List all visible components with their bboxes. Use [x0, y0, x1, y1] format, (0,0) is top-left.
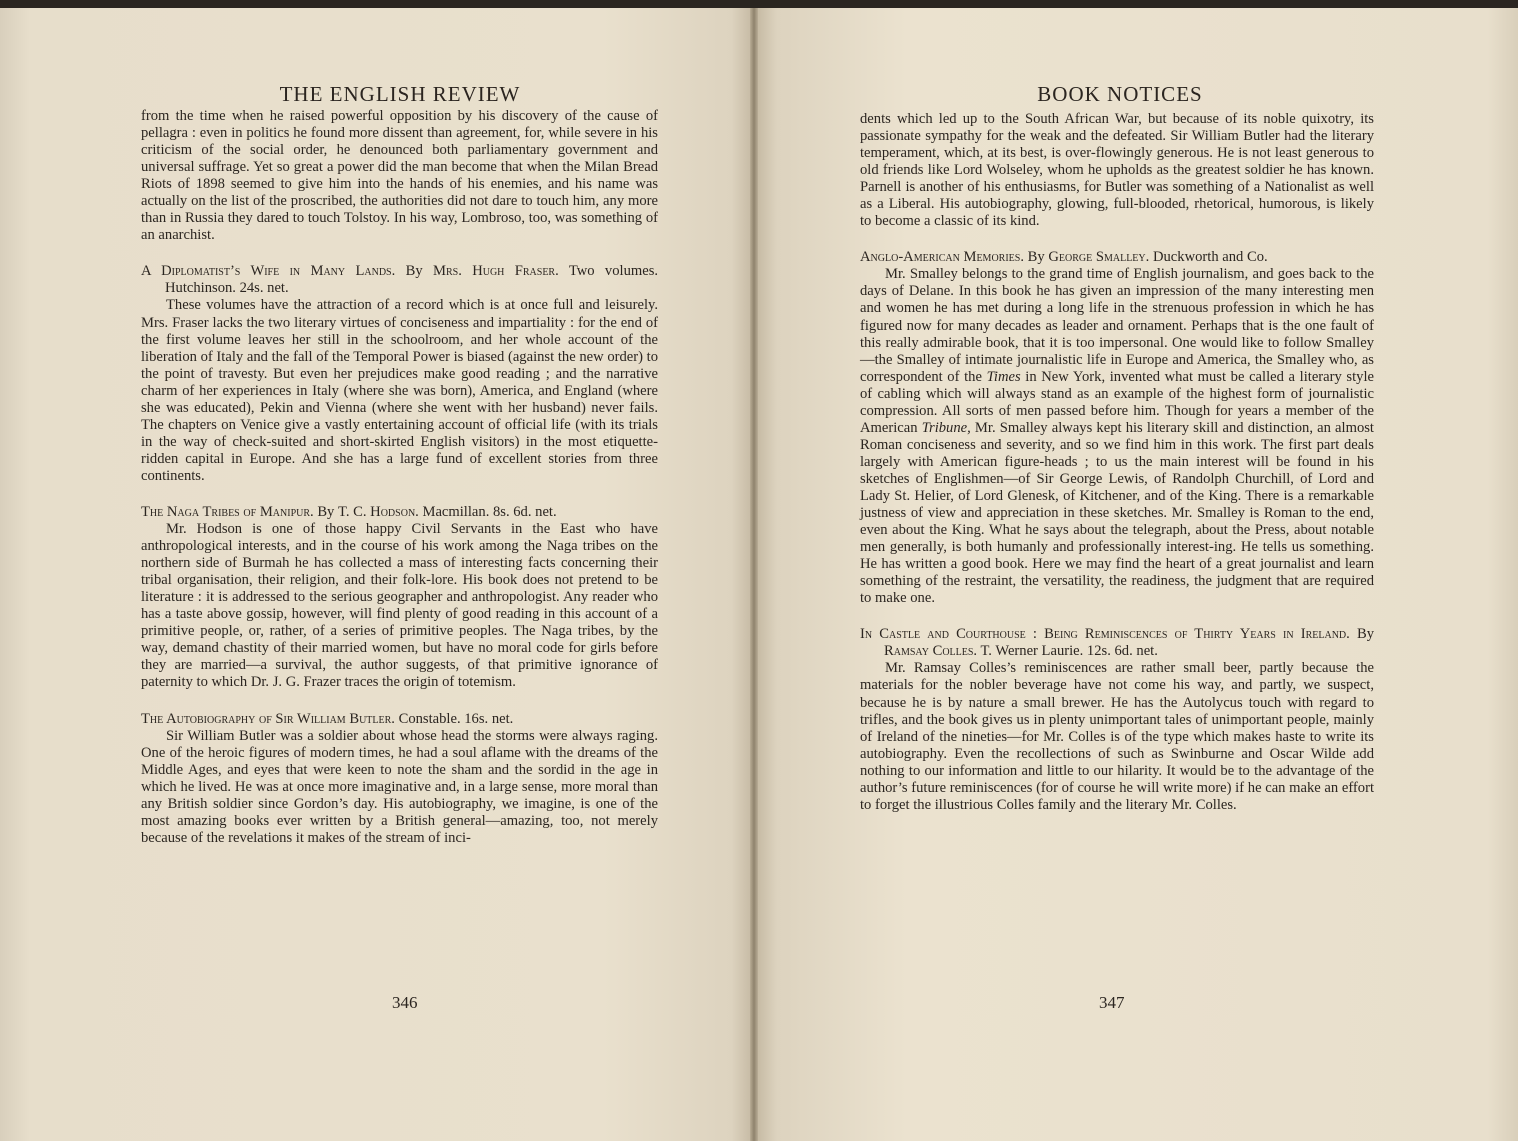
- book-details: Macmillan. 8s. 6d. net.: [422, 503, 557, 520]
- book-title: In Castle and Courthouse : Being Reminiscences of Thirty Years in Ireland.: [860, 626, 1350, 643]
- review-body: These volumes have the attraction of a record which is at once full and leisurely. Mrs. Fraser lacks the two literary virtues of conciseness and impartiality : for the end of the first volume leaves her still in the schoolroom, and her whole account of the liberation of Italy and the fall of the Temporal Power is biased (against the new order) to the point of travesty. But even her prejudices make good reading ; and the narrative charm of her experiences in Italy (where she was born), America, and England (where she was educated), Pekin and Vienna (where she went with her husband) never fails. The chapters on Venice give a vastly entertaining account of official life (with its trials in the way of check-suited and short-skirted English visitors) in the most etiquette-ridden capital in Europe. And she has a large fund of excellent stories from three continents.: [141, 297, 658, 484]
- book-details: Duckworth and Co.: [1152, 249, 1268, 266]
- right-text-column: [860, 111, 1374, 814]
- review-heading: [860, 249, 1374, 266]
- by-label: By: [1356, 626, 1375, 643]
- book-author: Ramsay Colles.: [884, 643, 978, 660]
- review-heading: [141, 263, 658, 297]
- book-details: Two volumes. Hutchinson. 24s. net.: [165, 263, 659, 297]
- book-gutter: [750, 8, 758, 1141]
- running-head-left: THE ENGLISH REVIEW: [279, 82, 521, 106]
- review-body: [860, 266, 1374, 607]
- body-text: in New York, invented what must be called a literary style of cabling which will always stand as an example of the highest form of journalistic compression. All sorts of men passed before him. Though for years a member of the American: [860, 368, 1374, 436]
- book-author: George Smalley.: [1048, 249, 1150, 266]
- scan-top-edge: [0, 0, 1518, 8]
- review-butler-autobiography: [141, 711, 658, 847]
- review-heading: [141, 504, 658, 521]
- review-body: Mr. Ramsay Colles’s reminiscences are rather small beer, partly because the materials for the nobler beverage have not come his way, and partly, we suspect, because he is by nature a small brewer. He has the Autolycus touch with regard to trifles, and the book gives us in plenty unimportant tales of unimportant people, mainly of Ireland of the nineties—for Mr. Colles is of the type which makes haste to write its autobiography. Even the recollections of such as Swinburne and Oscar Wilde add nothing to our information and little to our hilarity. It would be to the advantage of the author’s future reminiscences (for of course he will write more) if he can make an effort to forget the illustrious Colles family and the literary Mr. Colles.: [860, 660, 1374, 813]
- book-details: T. Werner Laurie. 12s. 6d. net.: [980, 643, 1158, 660]
- continued-paragraph: dents which led up to the South African War, but because of its noble quixotry, its passionate sympathy for the weak and the defeated. Sir William Butler had the literary temperament, which, at its best, is over-flowingly generous. He is not least generous to old friends like Lord Wolseley, whom he upholds as the greatest soldier he has known. Parnell is another of his enthusiasms, for Butler was something of a Nationalist as well as a Liberal. His autobiography, glowing, full-blooded, rhetorical, humorous, is likely to become a classic of its kind.: [860, 111, 1374, 230]
- running-head-right: BOOK NOTICES: [1037, 82, 1203, 106]
- newspaper-title: Tribune,: [921, 419, 971, 436]
- by-label: By: [405, 263, 423, 280]
- book-title: A Diplomatist’s Wife in Many Lands.: [141, 263, 396, 280]
- review-anglo-american-memories: [860, 249, 1374, 607]
- book-author: T. C. Hodson.: [338, 503, 419, 520]
- book-title: The Autobiography of Sir William Butler.: [141, 710, 395, 727]
- by-label: By: [1027, 249, 1045, 266]
- review-heading: [141, 711, 658, 728]
- page-number-left: 346: [392, 993, 418, 1012]
- review-heading: [860, 626, 1374, 660]
- by-label: By: [317, 503, 335, 520]
- newspaper-title: Times: [986, 368, 1021, 385]
- body-text: Mr. Smalley belongs to the grand time of English journalism, and goes back to the days of Delane. In this book he has given an impression of the many interesting men and women he has met during a long life in the strenuous profession in which he has figured now for many decades as leader and ornament. Perhaps that is the one fault of this really admirable book, that it is too impersonal. One would like to follow Smalley—the Smalley of intimate journalistic life in Europe and America, the Smalley who, as correspondent of the: [860, 266, 1374, 385]
- review-diplomatists-wife: [141, 263, 658, 485]
- body-text: Mr. Smalley always kept his literary skill and distinction, an almost Roman conciseness and severity, and so we find him in this work. The first part deals largely with American figure-heads ; to us the main interest will be found in his sketches of Englishmen—of Sir George Lewis, of Randolph Churchill, of Lord and Lady St. Helier, of Lord Glenesk, of Kitchener, and of the King. There is a remarkable justness of view and appreciation in these sketches. Mr. Smalley is Roman to the end, even about the King. What he says about the telegraph, about the Press, about notable men generally, is both humanly and professionally interest-ing. He tells us something. He has written a good book. Here we may find the heart of a great journalist and learn something of the restraint, the versatility, the readiness, the judgment that are required to make one.: [860, 419, 1374, 607]
- review-castle-and-courthouse: [860, 626, 1374, 814]
- continued-paragraph: from the time when he raised powerful opposition by his discovery of the cause of pellagra : even in politics he found more dissent than agreement, for, while severe in his criticism of the social order, he denounced both parliamentary government and universal suffrage. Yet so great a power did the man become that when the Milan Bread Riots of 1898 seemed to give him into the hands of his enemies, and his name was actually on the list of the proscribed, the authorities did not dare to touch him, any more than in Russia they dared to touch Tolstoy. In his way, Lombroso, too, was something of an anarchist.: [141, 108, 658, 244]
- review-body: Sir William Butler was a soldier about whose head the storms were always raging. One of the heroic figures of modern times, he had a soul aflame with the dreams of the Middle Ages, and eyes that were keen to note the sham and the sordid in the age in which he lived. He was at once more imaginative and, in a large sense, more moral than any British soldier since Gordon’s day. His autobiography, we imagine, is one of the most amazing books ever written by a British general—amazing, too, not merely because of the revelations it makes of the stream of inci-: [141, 727, 658, 846]
- book-author: Mrs. Hugh Fraser.: [433, 263, 559, 280]
- book-details: Constable. 16s. net.: [398, 710, 514, 727]
- page-number-right: 347: [1099, 993, 1125, 1012]
- review-body: Mr. Hodson is one of those happy Civil Servants in the East who have anthropological interests, and in the course of his work among the Naga tribes on the northern side of Burmah he has collected a mass of interesting facts concerning their tribal organisation, their religion, and their folk-lore. His book does not pretend to be literature : it is addressed to the serious geographer and anthropologist. Any reader who has a taste above gossip, however, will find plenty of good reading in this account of a primitive people, or, rather, of a series of primitive peoples. The Naga tribes, by the way, demand chastity of their married women, but have no moral code for girls before they are married—a survival, the author suggests, of that primitive ignorance of paternity to which Dr. J. G. Frazer traces the origin of totemism.: [141, 521, 658, 691]
- left-text-column: [141, 108, 658, 847]
- review-naga-tribes: [141, 504, 658, 692]
- book-title: Anglo-American Memories.: [860, 249, 1024, 266]
- book-title: The Naga Tribes of Manipur.: [141, 503, 314, 520]
